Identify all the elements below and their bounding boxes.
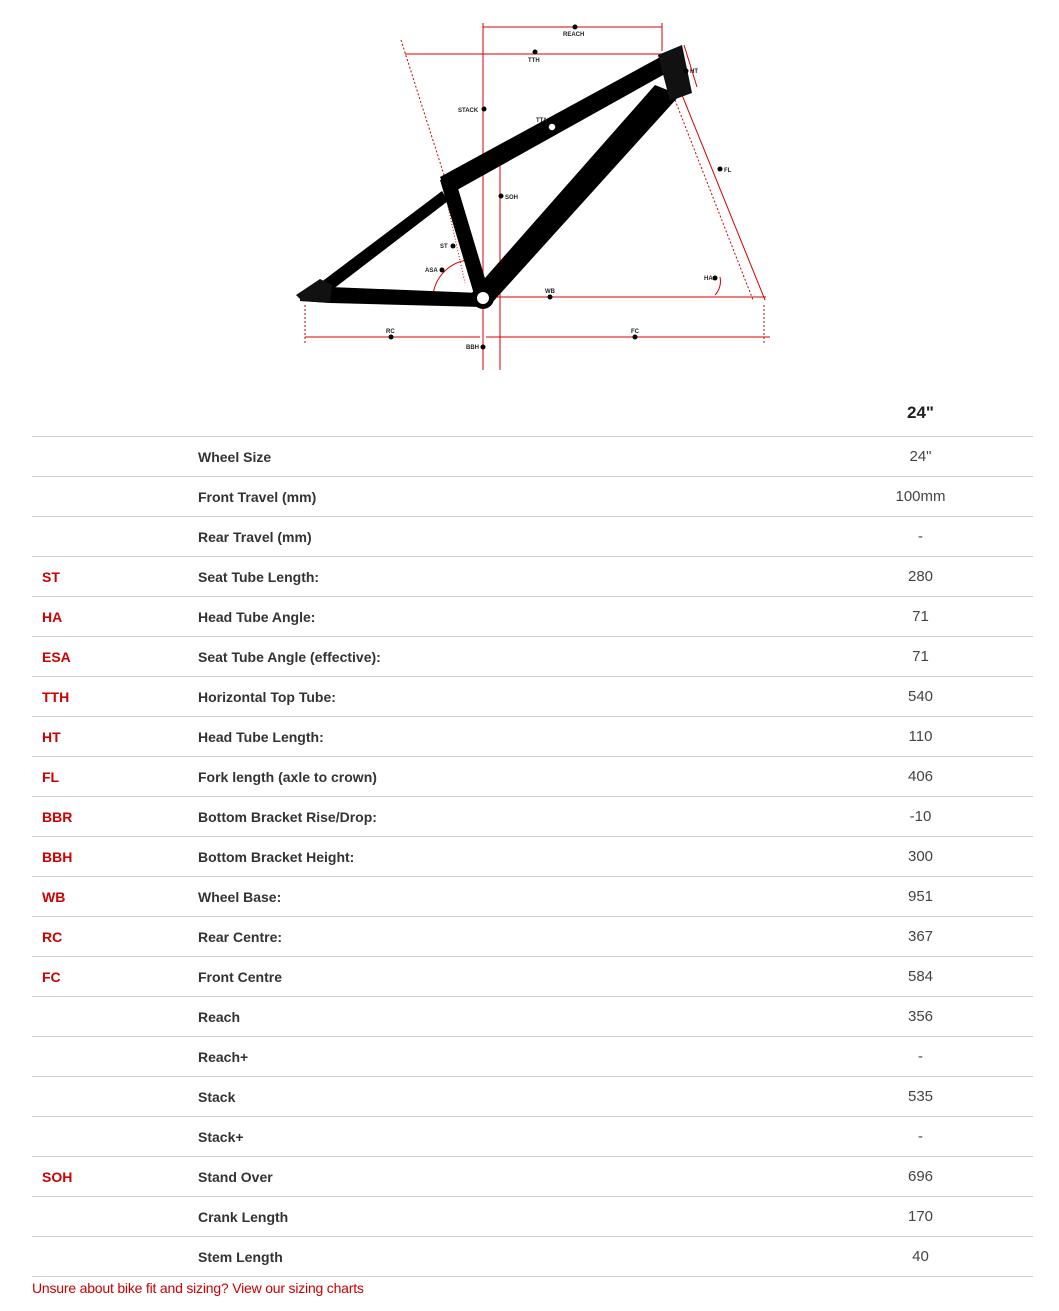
row-code: HA (32, 597, 188, 637)
row-code: FC (32, 957, 188, 997)
table-row (32, 437, 1033, 477)
table-row (32, 557, 1033, 597)
label-bbh: BBH (466, 345, 479, 351)
table-row (32, 637, 1033, 677)
table-row (32, 717, 1033, 757)
row-label: Crank Length (188, 1197, 808, 1237)
label-st: ST (440, 244, 448, 250)
frame-silhouette (296, 45, 692, 309)
row-code (32, 1037, 188, 1077)
row-label: Stem Length (188, 1237, 808, 1277)
row-label: Wheel Size (188, 437, 808, 477)
row-value: 367 (808, 917, 1033, 957)
label-tth: TTH (528, 58, 540, 64)
table-row (32, 597, 1033, 637)
row-label: Seat Tube Angle (effective): (188, 637, 808, 677)
row-code: HT (32, 717, 188, 757)
label-ha: HA (704, 276, 713, 282)
row-label: Bottom Bracket Rise/Drop: (188, 797, 808, 837)
row-code (32, 997, 188, 1037)
geometry-table (32, 390, 1033, 1277)
row-label: Head Tube Angle: (188, 597, 808, 637)
dimension-lines (305, 23, 770, 370)
row-value: 71 (808, 637, 1033, 677)
row-value: 356 (808, 997, 1033, 1037)
frame-geometry-svg (290, 15, 780, 370)
label-wb: WB (545, 289, 555, 295)
row-value: 540 (808, 677, 1033, 717)
table-row (32, 1237, 1033, 1277)
table-row (32, 1157, 1033, 1197)
table-row (32, 757, 1033, 797)
row-value: - (808, 1037, 1033, 1077)
row-value: 280 (808, 557, 1033, 597)
table-row (32, 1077, 1033, 1117)
row-code (32, 1117, 188, 1157)
row-value: 40 (808, 1237, 1033, 1277)
table-row (32, 477, 1033, 517)
table-row (32, 1037, 1033, 1077)
row-value: 406 (808, 757, 1033, 797)
row-code: RC (32, 917, 188, 957)
row-label: Reach+ (188, 1037, 808, 1077)
table-row (32, 797, 1033, 837)
label-tta: TTA (536, 118, 548, 124)
table-row (32, 957, 1033, 997)
label-ht: HT (690, 69, 698, 75)
row-value: -10 (808, 797, 1033, 837)
label-asa: ASA (425, 268, 438, 274)
row-code (32, 517, 188, 557)
row-value: 584 (808, 957, 1033, 997)
row-code: BBR (32, 797, 188, 837)
row-value: 24" (808, 437, 1033, 477)
table-row (32, 1197, 1033, 1237)
label-fl: FL (724, 168, 732, 174)
row-label: Fork length (axle to crown) (188, 757, 808, 797)
row-code: BBH (32, 837, 188, 877)
row-code: ST (32, 557, 188, 597)
row-label: Head Tube Length: (188, 717, 808, 757)
row-code (32, 477, 188, 517)
label-fc: FC (631, 329, 639, 335)
row-label: Stack+ (188, 1117, 808, 1157)
table-header-row (32, 390, 1033, 437)
label-soh: SOH (505, 195, 519, 201)
label-stack: STACK (458, 108, 479, 114)
sizing-charts-link[interactable]: Unsure about bike fit and sizing? View our sizing charts (32, 1280, 364, 1296)
row-label: Stack (188, 1077, 808, 1117)
row-label: Horizontal Top Tube: (188, 677, 808, 717)
row-code (32, 1197, 188, 1237)
row-code: WB (32, 877, 188, 917)
row-code (32, 1077, 188, 1117)
label-reach: REACH (563, 32, 585, 38)
row-label: Front Travel (mm) (188, 477, 808, 517)
row-value: - (808, 517, 1033, 557)
row-code: FL (32, 757, 188, 797)
row-code (32, 437, 188, 477)
row-value: 170 (808, 1197, 1033, 1237)
row-code: ESA (32, 637, 188, 677)
frame-geometry-diagram (290, 15, 780, 370)
geometry-rows (32, 437, 1033, 1277)
header-label-blank (188, 390, 808, 437)
row-value: 100mm (808, 477, 1033, 517)
row-label: Reach (188, 997, 808, 1037)
table-row (32, 917, 1033, 957)
table-row (32, 837, 1033, 877)
table-row (32, 997, 1033, 1037)
row-label: Seat Tube Length: (188, 557, 808, 597)
row-code: TTH (32, 677, 188, 717)
row-value: 71 (808, 597, 1033, 637)
row-label: Stand Over (188, 1157, 808, 1197)
row-code: SOH (32, 1157, 188, 1197)
row-label: Wheel Base: (188, 877, 808, 917)
size-header: 24" (808, 390, 1033, 437)
row-value: - (808, 1117, 1033, 1157)
row-label: Bottom Bracket Height: (188, 837, 808, 877)
header-code-blank (32, 390, 188, 437)
row-value: 535 (808, 1077, 1033, 1117)
row-value: 696 (808, 1157, 1033, 1197)
row-label: Rear Centre: (188, 917, 808, 957)
row-code (32, 1237, 188, 1277)
table-row (32, 677, 1033, 717)
label-rc: RC (386, 329, 395, 335)
table-row (32, 877, 1033, 917)
table-row (32, 517, 1033, 557)
row-value: 110 (808, 717, 1033, 757)
row-label: Front Centre (188, 957, 808, 997)
table-row (32, 1117, 1033, 1157)
row-value: 951 (808, 877, 1033, 917)
row-value: 300 (808, 837, 1033, 877)
row-label: Rear Travel (mm) (188, 517, 808, 557)
